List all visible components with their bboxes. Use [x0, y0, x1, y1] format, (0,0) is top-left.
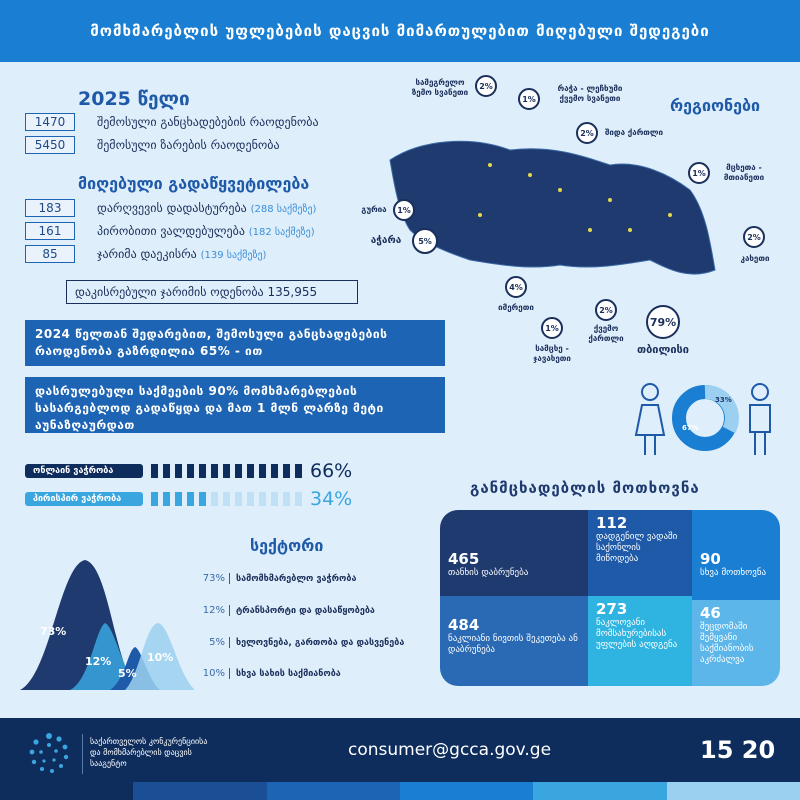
- male-pct: 33%: [715, 396, 732, 404]
- male-icon: [750, 384, 770, 455]
- sector-label: ტრანსპორტი და დასაწყობება: [236, 605, 375, 616]
- sector-peak-label: 10%: [147, 651, 174, 664]
- channel-online-pct: 66%: [310, 460, 353, 482]
- applications-count: 1470: [25, 113, 75, 131]
- region-pin: 2%: [576, 122, 598, 144]
- sector-peak-label: 5%: [118, 667, 137, 680]
- channel-online-label: ონლაინ ვაჭრობა: [25, 464, 143, 478]
- region-label: სამეგრელო ზემო სვანეთი: [411, 78, 469, 97]
- sectors-heading: სექტორი: [250, 536, 324, 555]
- decision-row: [25, 222, 315, 240]
- decision-count: 183: [25, 199, 75, 217]
- resolution-band: დასრულებული საქმეების 90% მომხმარებლების სასარგებლოდ გადაწყდა და მათ 1 მლნ ლარზე მეტი აუნაზღაურდათ: [25, 377, 445, 433]
- sector-pct: 12%: [200, 605, 230, 616]
- request-num: 465: [448, 550, 480, 568]
- map-city-dot: [528, 173, 532, 177]
- female-icon: [636, 384, 664, 455]
- map-city-dot: [608, 198, 612, 202]
- map-shape: [390, 141, 715, 274]
- region-label: ქვემო ქართლი: [588, 324, 624, 343]
- request-num: 90: [700, 550, 721, 568]
- request-cell: [692, 600, 780, 686]
- decision-label: ჯარიმა დაეკისრა: [97, 247, 197, 261]
- channel-offline-label: პირისპირ ვაჭრობა: [25, 492, 143, 506]
- channel-offline-pct: 34%: [310, 488, 353, 510]
- map-city-dot: [558, 188, 562, 192]
- decision-note: (288 საქმეზე): [250, 204, 317, 215]
- comparison-band: 2024 წელთან შედარებით, შემოსული განცხადებების რაოდენობა გაზრდილია 65% - ით: [25, 320, 445, 366]
- region-pin: 2%: [595, 299, 617, 321]
- request-num: 484: [448, 616, 480, 634]
- region-label: მცხეთა - მთიანეთი: [723, 163, 765, 182]
- year-heading: 2025 წელი: [78, 88, 190, 110]
- agency-logo-icon: [26, 730, 72, 776]
- hotline-number[interactable]: 15 20: [700, 736, 776, 764]
- map-city-dot: [478, 213, 482, 217]
- channel-offline: [25, 488, 352, 510]
- georgia-map: [380, 120, 740, 290]
- region-label: აჭარა: [370, 235, 402, 246]
- region-label: სამცხე - ჯავახეთი: [533, 344, 571, 363]
- applications-label: შემოსული განცხადებების რაოდენობა: [97, 115, 319, 129]
- sector-mountain-chart: [10, 555, 200, 695]
- region-label: კახეთი: [740, 254, 770, 263]
- requests-treemap: [440, 510, 780, 686]
- request-label: ნაკლიანი ნივთის შეკეთება ან დაბრუნება: [448, 634, 578, 655]
- request-cell: [440, 510, 588, 596]
- sector-peak-label: 12%: [85, 655, 112, 668]
- sector-peak-label: 73%: [40, 625, 67, 638]
- stat-row-applications: [25, 113, 319, 131]
- decision-label: დარღვევის დადასტურება: [97, 201, 247, 215]
- request-cell: [692, 510, 780, 600]
- request-label: დადგენილ ვადაში საქონლის მიწოდება: [596, 532, 678, 564]
- decision-note: (139 საქმეზე): [200, 250, 267, 261]
- contact-email[interactable]: consumer@gcca.gov.ge: [348, 740, 552, 760]
- region-pin: 1%: [393, 199, 415, 221]
- region-pin: 1%: [518, 88, 540, 110]
- sector-row: [200, 573, 425, 584]
- page-title: მომხმარებლის უფლებების დაცვის მიმართულებით მიღებული შედეგები: [0, 0, 800, 62]
- calls-count: 5450: [25, 136, 75, 154]
- regions-heading: რეგიონები: [670, 96, 761, 115]
- female-pct: 67%: [682, 424, 699, 432]
- decisions-heading: მიღებული გადაწყვეტილება: [78, 174, 310, 193]
- gender-donut: [630, 380, 780, 460]
- region-pin: 2%: [475, 75, 497, 97]
- region-label: შიდა ქართლი: [604, 128, 664, 137]
- request-num: 112: [596, 514, 628, 532]
- region-pin: 79%: [646, 305, 680, 339]
- region-label: იმერეთი: [498, 303, 534, 312]
- decision-row: [25, 245, 266, 263]
- map-city-dot: [488, 163, 492, 167]
- region-label: გურია: [361, 205, 387, 214]
- sector-pct: 10%: [200, 668, 230, 679]
- region-pin: 1%: [688, 162, 710, 184]
- fine-amount: დაკისრებული ჯარიმის ოდენობა 135,955: [66, 280, 358, 304]
- region-label: თბილისი: [637, 343, 689, 356]
- map-city-dot: [588, 228, 592, 232]
- sector-pct: 73%: [200, 573, 230, 584]
- decision-count: 161: [25, 222, 75, 240]
- sector-row: [200, 668, 425, 679]
- request-label: სხვა მოთხოვნა: [700, 568, 767, 578]
- calls-label: შემოსული ზარების რაოდენობა: [97, 138, 280, 152]
- sector-pct: 5%: [200, 637, 230, 648]
- channel-online: [25, 460, 352, 482]
- sector-label: სამომხმარებლო ვაჭრობა: [236, 573, 357, 584]
- map-city-dot: [628, 228, 632, 232]
- request-cell: [440, 596, 588, 686]
- stat-row-calls: [25, 136, 280, 154]
- sector-row: [200, 637, 425, 648]
- requests-heading: განმცხადებლის მოთხოვნა: [470, 479, 700, 497]
- sector-label: სხვა სახის საქმიანობა: [236, 668, 341, 679]
- sector-row: [200, 605, 425, 616]
- decision-count: 85: [25, 245, 75, 263]
- decision-row: [25, 199, 316, 217]
- request-num: 46: [700, 604, 721, 622]
- map-city-dot: [668, 213, 672, 217]
- request-label: თანხის დაბრუნება: [448, 568, 529, 578]
- decision-note: (182 საქმეზე): [248, 227, 315, 238]
- footer-color-strip: [0, 782, 800, 800]
- agency-name: საქართველოს კონკურენციისა და მომხმარებლის დაცვის სააგენტო: [90, 737, 208, 768]
- request-cell: [588, 510, 692, 596]
- region-label: რაჭა - ლეჩხუმი ქვემო სვანეთი: [557, 84, 623, 103]
- region-pin: 2%: [743, 226, 765, 248]
- region-pin: 4%: [505, 276, 527, 298]
- request-label: ნაკლოვანი მომსახურებისას უფლების აღდგენა: [596, 618, 678, 650]
- request-label: შეცდომაში შემყვანი საქმიანობის აკრძალვა: [700, 622, 754, 665]
- region-pin: 5%: [412, 228, 438, 254]
- decision-label: პირობითი ვალდებულება: [97, 224, 245, 238]
- request-num: 273: [596, 600, 628, 618]
- request-cell: [588, 596, 692, 686]
- sector-label: ხელოვნება, გართობა და დასვენება: [236, 637, 405, 648]
- region-pin: 1%: [541, 317, 563, 339]
